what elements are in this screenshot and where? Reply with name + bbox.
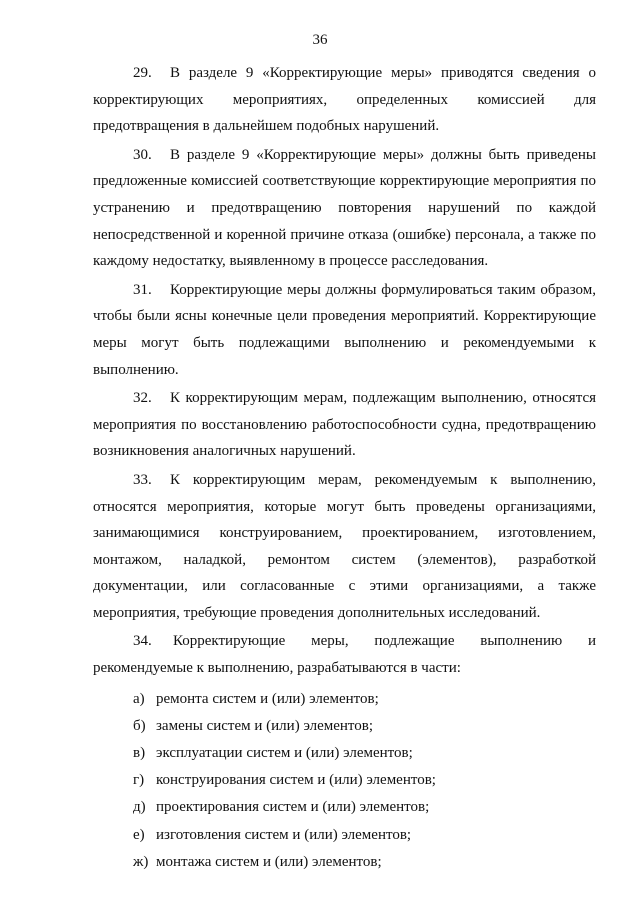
paragraph-text: В разделе 9 «Корректирующие меры» приводятся сведения о корректирующих мероприятиях, определенных комиссией для предотвращения в дальнейшем подобных нарушений. [93,65,596,135]
list-item-text: конструирования систем и (или) элементов; [156,772,436,789]
paragraph-text: Корректирующие меры, подлежащие выполнению и рекомендуемые к выполнению, разрабатываются в части: [93,633,596,677]
paragraph-34 [93,628,596,681]
paragraph-30 [93,142,596,275]
list-item-text: монтажа систем и (или) элементов; [156,853,382,870]
paragraph-text: К корректирующим мерам, рекомендуемым к выполнению, относятся мероприятия, которые могут быть проведены организациями, занимающимися конструированием, проектированием, изготовлением, монтажом, наладкой, ремонтом систем (элементов), разработкой документации, или согласованные с этими организациями, а также мероприятия, требующие проведения дополнительных исследований. [93,471,596,621]
list-marker: б) [133,717,146,734]
list-item [93,686,596,713]
list-marker: е) [133,826,145,843]
paragraph-29 [93,60,596,140]
paragraph-33 [93,467,596,627]
paragraph-number: 29. [133,65,152,81]
document-body [93,60,596,876]
paragraph-number: 32. [133,390,152,407]
page-number: 36 [312,32,328,48]
list-marker: в) [133,745,146,762]
list-item-text: проектирования систем и (или) элементов; [156,799,430,816]
list-item-text: замены систем и (или) элементов; [156,717,374,734]
paragraph-31 [93,277,596,383]
enumerated-list [93,686,596,876]
list-item-text: эксплуатации систем и (или) элементов; [156,745,413,762]
list-item-text: изготовления систем и (или) элементов; [156,826,412,843]
list-marker: а) [133,690,145,707]
paragraph-text: К корректирующим мерам, подлежащим выполнению, относятся мероприятия по восстановлению работоспособности судна, предотвращению возникновения аналогичных нарушений. [93,390,596,460]
list-marker: г) [133,772,145,789]
list-item-text: ремонта систем и (или) элементов; [156,690,379,707]
list-item [93,849,596,876]
list-item [93,822,596,849]
list-item [93,713,596,740]
list-item [93,767,596,794]
paragraph-text: Корректирующие меры должны формулироваться таким образом, чтобы были ясны конечные цели проведения мероприятий. Корректирующие меры могут быть подлежащими выполнению и рекомендуемыми к выполнению. [93,281,596,378]
paragraph-number: 31. [133,281,152,298]
list-marker: д) [133,799,146,816]
paragraph-number: 34. [133,633,152,650]
list-item [93,794,596,821]
paragraph-number: 33. [133,471,152,488]
list-marker: ж) [133,853,149,870]
paragraph-text: В разделе 9 «Корректирующие меры» должны быть приведены предложенные комиссией соответствующие корректирующие мероприятия по устранению и предотвращению повторения нарушений по каждой непосредственной и коренной причине отказа (ошибке) персонала, а также по каждому недостатку, выявленному в процессе расследования. [93,146,596,270]
paragraph-32 [93,385,596,465]
list-item [93,740,596,767]
paragraph-number: 30. [133,146,152,163]
